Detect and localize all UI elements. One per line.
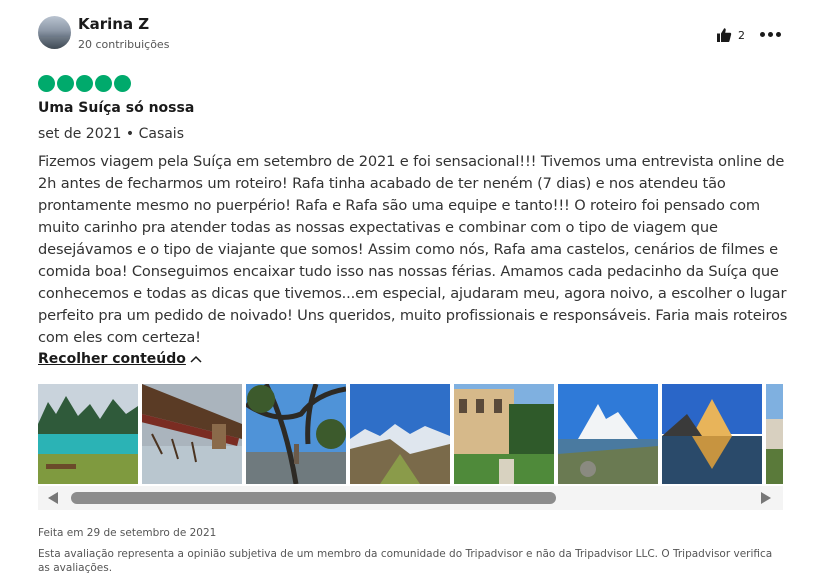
rating-bubble — [57, 75, 74, 92]
more-options-icon — [760, 32, 765, 37]
chevron-up-icon — [190, 355, 202, 363]
rating-bubble — [114, 75, 131, 92]
scroll-right-icon[interactable] — [761, 492, 771, 504]
collapse-content-button[interactable] — [38, 351, 202, 367]
photo-gallery — [38, 384, 783, 484]
review-disclaimer: Esta avaliação representa a opinião subjetiva de um membro da comunidade do Tripadvisor e não da Tripadvisor LLC. O Tripadvisor verifica as avaliações. — [38, 548, 773, 574]
rating-bubble — [95, 75, 112, 92]
helpful-count: 2 — [738, 28, 745, 42]
review-meta: set de 2021 • Casais — [38, 126, 184, 142]
reviewer-contributions: 20 contribuições — [78, 38, 170, 51]
helpful-vote-button[interactable] — [716, 27, 745, 43]
rating-bubbles — [38, 75, 131, 92]
scroll-left-icon[interactable] — [48, 492, 58, 504]
rating-bubble — [38, 75, 55, 92]
scrollbar-thumb[interactable] — [71, 492, 556, 504]
review-date: Feita em 29 de setembro de 2021 — [38, 527, 217, 539]
photo-lake-forest[interactable] — [38, 384, 138, 484]
thumbs-up-icon — [716, 27, 732, 43]
avatar[interactable] — [38, 16, 71, 49]
review-title: Uma Suíça só nossa — [38, 100, 195, 116]
reviewer-name[interactable]: Karina Z — [78, 15, 150, 33]
photo-partial[interactable] — [766, 384, 783, 484]
photo-matterhorn-lake[interactable] — [558, 384, 658, 484]
photo-mountain-valley[interactable] — [350, 384, 450, 484]
review-body: Fizemos viagem pela Suíça em setembro de 2021 e foi sensacional!!! Tivemos uma entrevista online de 2h antes de fecharmos um roteiro! Rafa tinha acabado de ter neném (7 dias) e nos atendeu tão prontamente mesmo no puerpério! Rafa e Rafa são uma equipe e tanto!!! O roteiro foi pensado com muito carinho pra atender todas as nossas expectativas e combinar com o tipo de viagem que desejávamos e o tipo de viajante que somos! Assim como nós, Rafa ama castelos, cenários de filmes e comida boa! Conseguimos encaixar tudo isso nas nossas férias. Amamos cada pedacinho da Suíça que conhecemos e todas as dicas que tivemos...em especial, ajudaram meu, agora noivo, a escolher o lugar perfeito pra um pedido de noivado! Uns queridos, muito profissionais e responsáveis. Faria mais roteiros com eles com certeza! — [38, 153, 788, 346]
collapse-label: Recolher conteúdo — [38, 351, 186, 367]
more-options-button[interactable] — [758, 26, 783, 43]
rating-bubble — [76, 75, 93, 92]
photo-villa-garden[interactable] — [454, 384, 554, 484]
photo-tree-city-view[interactable] — [246, 384, 346, 484]
photo-covered-bridge[interactable] — [142, 384, 242, 484]
photo-matterhorn-reflection[interactable] — [662, 384, 762, 484]
